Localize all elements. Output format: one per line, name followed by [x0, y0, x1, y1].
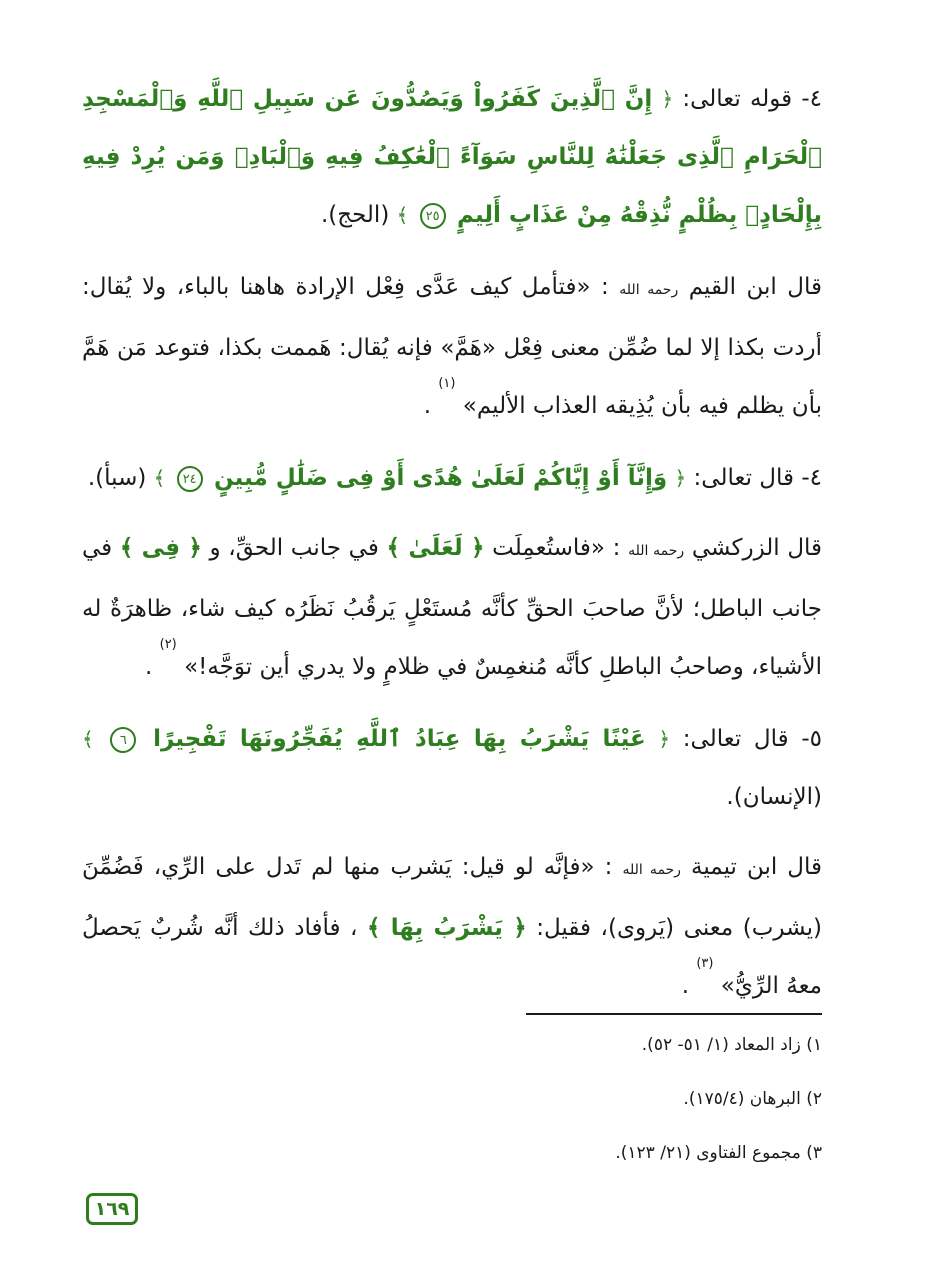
paragraph-ibn-taymiyyah [82, 838, 822, 1015]
aya-number-marker: ٦ [110, 727, 136, 753]
quran-verse: وَإِنَّآ أَوْ إِيَّاكُمْ لَعَلَىٰ هُدًى أَوْ فِى ضَلَٰلٍ مُّبِينٍ [213, 465, 668, 491]
footnote-1: ١) زاد المعاد (١/ ٥١- ٥٢). [641, 1035, 822, 1055]
quote-text: : «فاستُعمِلَت [484, 535, 621, 561]
verse-close-bracket: ﴾ [396, 203, 409, 227]
footnote-3: ٣) مجموع الفتاوى (٢١/ ١٢٣). [615, 1143, 822, 1163]
verse-close-bracket: ﴾ [82, 727, 94, 751]
lead-text: قال ابن القيم [678, 274, 823, 300]
item-number: ٤- [801, 465, 822, 491]
sentence-end: . [144, 654, 153, 680]
item-number: ٥- [801, 726, 823, 752]
paragraph-verse-saba [82, 449, 822, 507]
paragraph-verse-hajj [82, 70, 822, 244]
paragraph-verse-insan [82, 710, 822, 826]
quote-text: في جانب الحقِّ، و [209, 535, 379, 561]
footnote-separator [526, 1013, 822, 1015]
quran-word: ﴿ لَعَلَىٰ ﴾ [386, 535, 485, 561]
quote-text: في جانب الباطل؛ لأنَّ صاحبَ الحقِّ كأنَّه مُستَعْلٍ يَرقُبُ نَظَرُه كيف شاء، ظاهرَةٌ له الأشياء، وصاحبُ الباطلِ كأنَّه مُنغمِسٌ في ظلامٍ ولا يدري أين توَجَّه!» [82, 535, 822, 680]
aya-number-marker: ٢٥ [420, 203, 446, 229]
quote-text: ، فأفاد ذلك أنَّه شُربٌ يَحصلُ معهُ الرِّيُّ» [82, 915, 822, 999]
quran-word: ﴿ فِى ﴾ [119, 535, 202, 561]
page-body [82, 70, 822, 1029]
sentence-end: . [423, 393, 432, 419]
quran-verse: إِنَّ ٱلَّذِينَ كَفَرُواْ وَيَصُدُّونَ عَن سَبِيلِ ٱللَّهِ وَٱلْمَسْجِدِ ٱلْحَرَامِ ٱلَّذِى جَعَلْنَٰهُ لِلنَّاسِ سَوَآءً ٱلْعَٰكِفُ فِيهِ وَٱلْبَادِۚ وَمَن يُرِدْ فِيهِ بِإِلْحَادٍۭ بِظُلْمٍ نُّذِقْهُ مِنْ عَذَابٍ أَلِيمٍ [82, 86, 822, 228]
quote-text: : «فتأمل كيف عَدَّى فِعْل الإرادة هاهنا بالباء، ولا يُقال: أردت بكذا إلا لما ضُمِّن معنى فِعْل «هَمَّ» فإنه يُقال: هَممت بكذا، فتوعد مَن هَمَّ بأن يظلم فيه بأن يُذِيقه العذاب الأليم» [82, 274, 822, 419]
aya-number-marker: ٢٤ [177, 466, 203, 492]
sentence-end: . [681, 973, 689, 999]
verse-open-bracket: ﴿ [658, 727, 671, 751]
verse-open-bracket: ﴿ [674, 466, 687, 490]
surah-reference: (الإنسان). [726, 784, 822, 810]
lead-text: قوله تعالى: [673, 86, 793, 112]
honorific-symbol: رحمه الله [628, 543, 685, 559]
lead-text: قال ابن تيمية [680, 854, 823, 880]
honorific-symbol: رحمه الله [619, 282, 679, 298]
paragraph-ibn-qayyim [82, 258, 822, 435]
footnote-ref-3[interactable]: (٣) [696, 956, 714, 971]
footnote-ref-2[interactable]: (٢) [159, 637, 177, 652]
footnotes [82, 1032, 822, 1194]
honorific-symbol: رحمه الله [622, 862, 681, 878]
quote-text: : «فإنَّه لو قيل: يَشرب منها لم تَدل على الرِّي، فَضُمِّنَ (يشرب) معنى (يَروى)، فقيل: [82, 854, 822, 941]
quran-word: ﴿ يَشْرَبُ بِهَا ﴾ [367, 915, 527, 941]
lead-text: قال تعالى: [670, 726, 789, 752]
page-number: ١٦٩ [86, 1193, 138, 1225]
item-number: ٤- [801, 86, 823, 112]
footnote-2: ٢) البرهان (١٧٥/٤). [683, 1089, 822, 1109]
surah-reference: (سبأ). [87, 465, 147, 491]
surah-reference: (الحج). [320, 202, 390, 228]
footnote-ref-1[interactable]: (١) [438, 376, 456, 391]
lead-text: قال تعالى: [686, 465, 795, 491]
verse-open-bracket: ﴿ [661, 87, 674, 111]
paragraph-zarkashi [82, 519, 822, 696]
lead-text: قال الزركشي [684, 535, 823, 561]
verse-close-bracket: ﴾ [153, 466, 166, 490]
quran-verse: عَيْنًا يَشْرَبُ بِهَا عِبَادُ ٱللَّهِ يُفَجِّرُونَهَا تَفْجِيرًا [153, 726, 646, 752]
